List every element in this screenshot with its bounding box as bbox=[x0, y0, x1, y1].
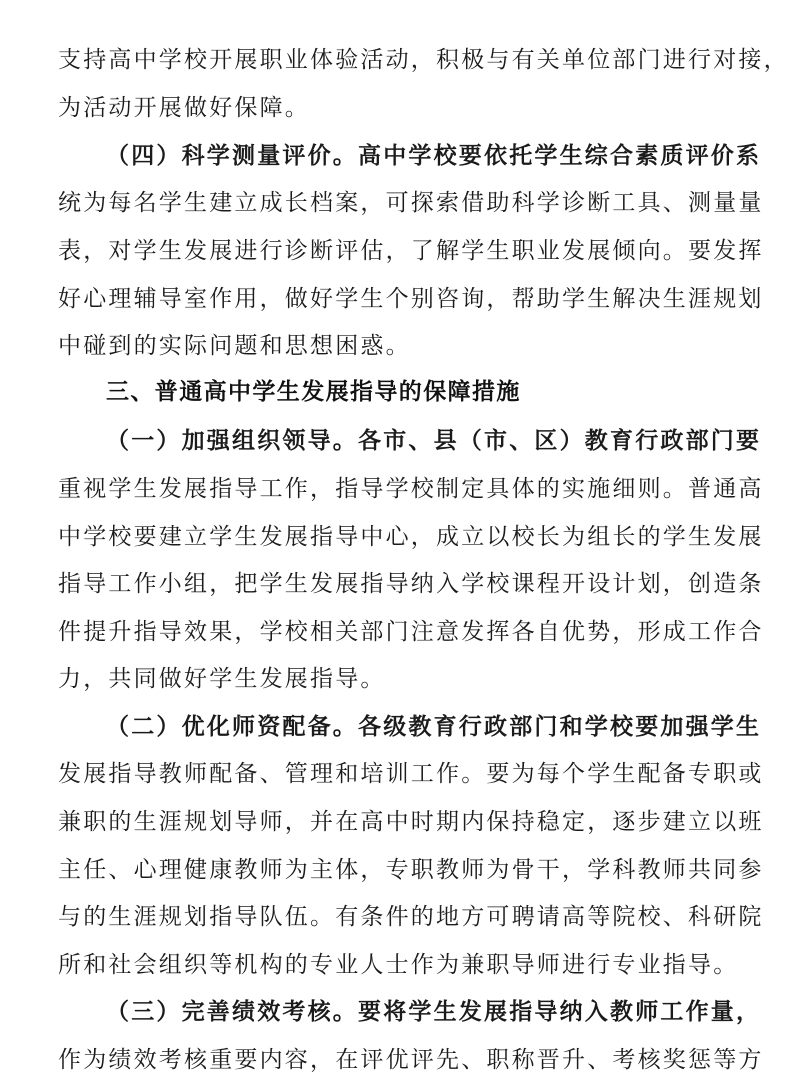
text-line: 与的生涯规划指导队伍。有条件的地方可聘请高等院校、科研院 bbox=[58, 904, 764, 930]
text-line: 重视学生发展指导工作，指导学校制定具体的实施细则。普通高 bbox=[58, 476, 764, 502]
text-line: 中学校要建立学生发展指导中心，成立以校长为组长的学生发展 bbox=[58, 524, 764, 550]
text-line: 件提升指导效果，学校相关部门注意发挥各自优势，形成工作合 bbox=[58, 619, 764, 645]
text-line: （三）完善绩效考核。要将学生发展指导纳入教师工作量， bbox=[106, 998, 762, 1025]
text-line: （二）优化师资配备。各级教育行政部门和学校要加强学生 bbox=[106, 713, 762, 740]
section-heading: 三、普通高中学生发展指导的保障措施 bbox=[106, 379, 521, 405]
text-line: （一）加强组织领导。各市、县（市、区）教育行政部门要 bbox=[106, 427, 762, 454]
text-line: （四）科学测量评价。高中学校要依托学生综合素质评价系 bbox=[106, 142, 762, 169]
text-line: 好心理辅导室作用，做好学生个别咨询，帮助学生解决生涯规划 bbox=[58, 286, 764, 312]
text-line: 主任、心理健康教师为主体，专职教师为骨干，学科教师共同参 bbox=[58, 857, 764, 883]
text-line: 表，对学生发展进行诊断评估，了解学生职业发展倾向。要发挥 bbox=[58, 238, 764, 264]
text-line: 兼职的生涯规划导师，并在高中时期内保持稳定，逐步建立以班 bbox=[58, 809, 764, 835]
text-line: 指导工作小组，把学生发展指导纳入学校课程开设计划，创造条 bbox=[58, 571, 764, 597]
text-line: 为活动开展做好保障。 bbox=[58, 95, 310, 121]
text-line: 作为绩效考核重要内容，在评优评先、职称晋升、考核奖惩等方 bbox=[58, 1047, 764, 1073]
text-line: 支持高中学校开展职业体验活动，积极与有关单位部门进行对接， bbox=[58, 47, 789, 73]
text-line: 力，共同做好学生发展指导。 bbox=[58, 666, 386, 692]
text-line: 所和社会组织等机构的专业人士作为兼职导师进行专业指导。 bbox=[58, 952, 739, 978]
text-line: 统为每名学生建立成长档案，可探索借助科学诊断工具、测量量 bbox=[58, 190, 764, 216]
text-line: 发展指导教师配备、管理和培训工作。要为每个学生配备专职或 bbox=[58, 761, 764, 787]
text-line: 中碰到的实际问题和思想困惑。 bbox=[58, 333, 411, 359]
